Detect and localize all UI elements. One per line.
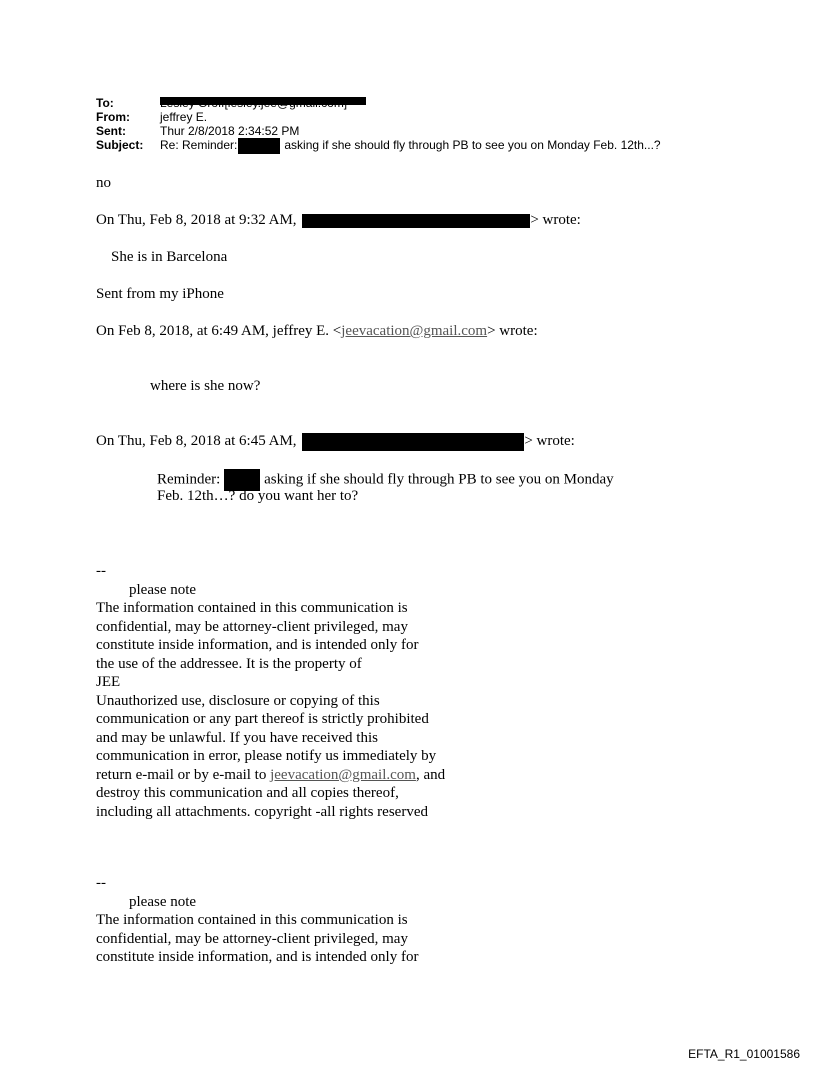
quote2-text: where is she now? <box>150 378 261 394</box>
disclaimer-2 <box>96 874 418 967</box>
please-note: please note <box>129 581 197 598</box>
redaction-bar <box>238 138 280 154</box>
email-header <box>96 96 661 154</box>
redaction-bar <box>302 214 530 228</box>
disclaimer-line: constitute inside information, and is intended only for <box>96 637 419 653</box>
disclaimer-line: communication or any part thereof is strictly prohibited <box>96 711 429 727</box>
separator-dash: -- <box>96 563 106 579</box>
separator-dash: -- <box>96 875 106 891</box>
bates-number: EFTA_R1_01001586 <box>688 1047 800 1061</box>
email-link[interactable]: jeevacation@gmail.com <box>270 766 416 783</box>
from-row <box>96 110 661 124</box>
email-link[interactable]: jeevacation@gmail.com <box>341 323 488 339</box>
disclaimer-return-line: return e-mail or by e-mail to jeevacation@gmail.com, and <box>96 766 446 783</box>
disclaimer-1 <box>96 562 445 821</box>
redaction-bar <box>160 97 366 105</box>
sent-value: Thur 2/8/2018 2:34:52 PM <box>160 124 300 138</box>
quote3-line2: Feb. 12th…? do you want her to? <box>157 488 359 504</box>
quote1-intro: On Thu, Feb 8, 2018 at 9:32 AM, > wrote: <box>96 212 581 228</box>
iphone-signature: Sent from my iPhone <box>96 286 224 302</box>
disclaimer-line: destroy this communication and all copies thereof, <box>96 785 399 801</box>
disclaimer-line: communication in error, please notify us immediately by <box>96 748 437 764</box>
to-row <box>96 96 661 110</box>
to-value <box>160 96 347 110</box>
quote2-intro: On Feb 8, 2018, at 6:49 AM, jeffrey E. <jeevacation@gmail.com> wrote: <box>96 323 538 339</box>
to-label: To: <box>96 96 114 110</box>
quote3-intro: On Thu, Feb 8, 2018 at 6:45 AM, > wrote: <box>96 433 575 449</box>
from-value: jeffrey E. <box>160 110 208 124</box>
disclaimer-line: confidential, may be attorney-client privileged, may <box>96 930 408 947</box>
disclaimer-line: confidential, may be attorney-client privileged, may <box>96 618 408 635</box>
disclaimer-line: Unauthorized use, disclosure or copying of this <box>96 692 380 709</box>
redaction-bar <box>302 433 524 451</box>
disclaimer-line: and may be unlawful. If you have received this <box>96 729 378 746</box>
disclaimer-line: constitute inside information, and is intended only for <box>96 949 419 965</box>
from-label: From: <box>96 110 130 124</box>
subject-value: Re: Reminder: asking if she should fly through PB to see you on Monday Feb. 12th...? <box>160 138 661 153</box>
subject-row <box>96 138 661 154</box>
subject-label: Subject: <box>96 138 144 152</box>
quote3-line1: Reminder: asking if she should fly through PB to see you on Monday <box>157 469 614 491</box>
sent-label: Sent: <box>96 124 126 138</box>
please-note: please note <box>129 893 197 910</box>
disclaimer-line: the use of the addressee. It is the property of <box>96 655 362 672</box>
reply-text: no <box>96 175 111 191</box>
disclaimer-line: JEE <box>96 674 121 690</box>
sent-row <box>96 124 661 138</box>
disclaimer-line: The information contained in this communication is <box>96 600 408 616</box>
disclaimer-line: The information contained in this communication is <box>96 912 408 928</box>
disclaimer-line: including all attachments. copyright -all rights reserved <box>96 803 428 820</box>
quote1-text: She is in Barcelona <box>111 249 228 265</box>
